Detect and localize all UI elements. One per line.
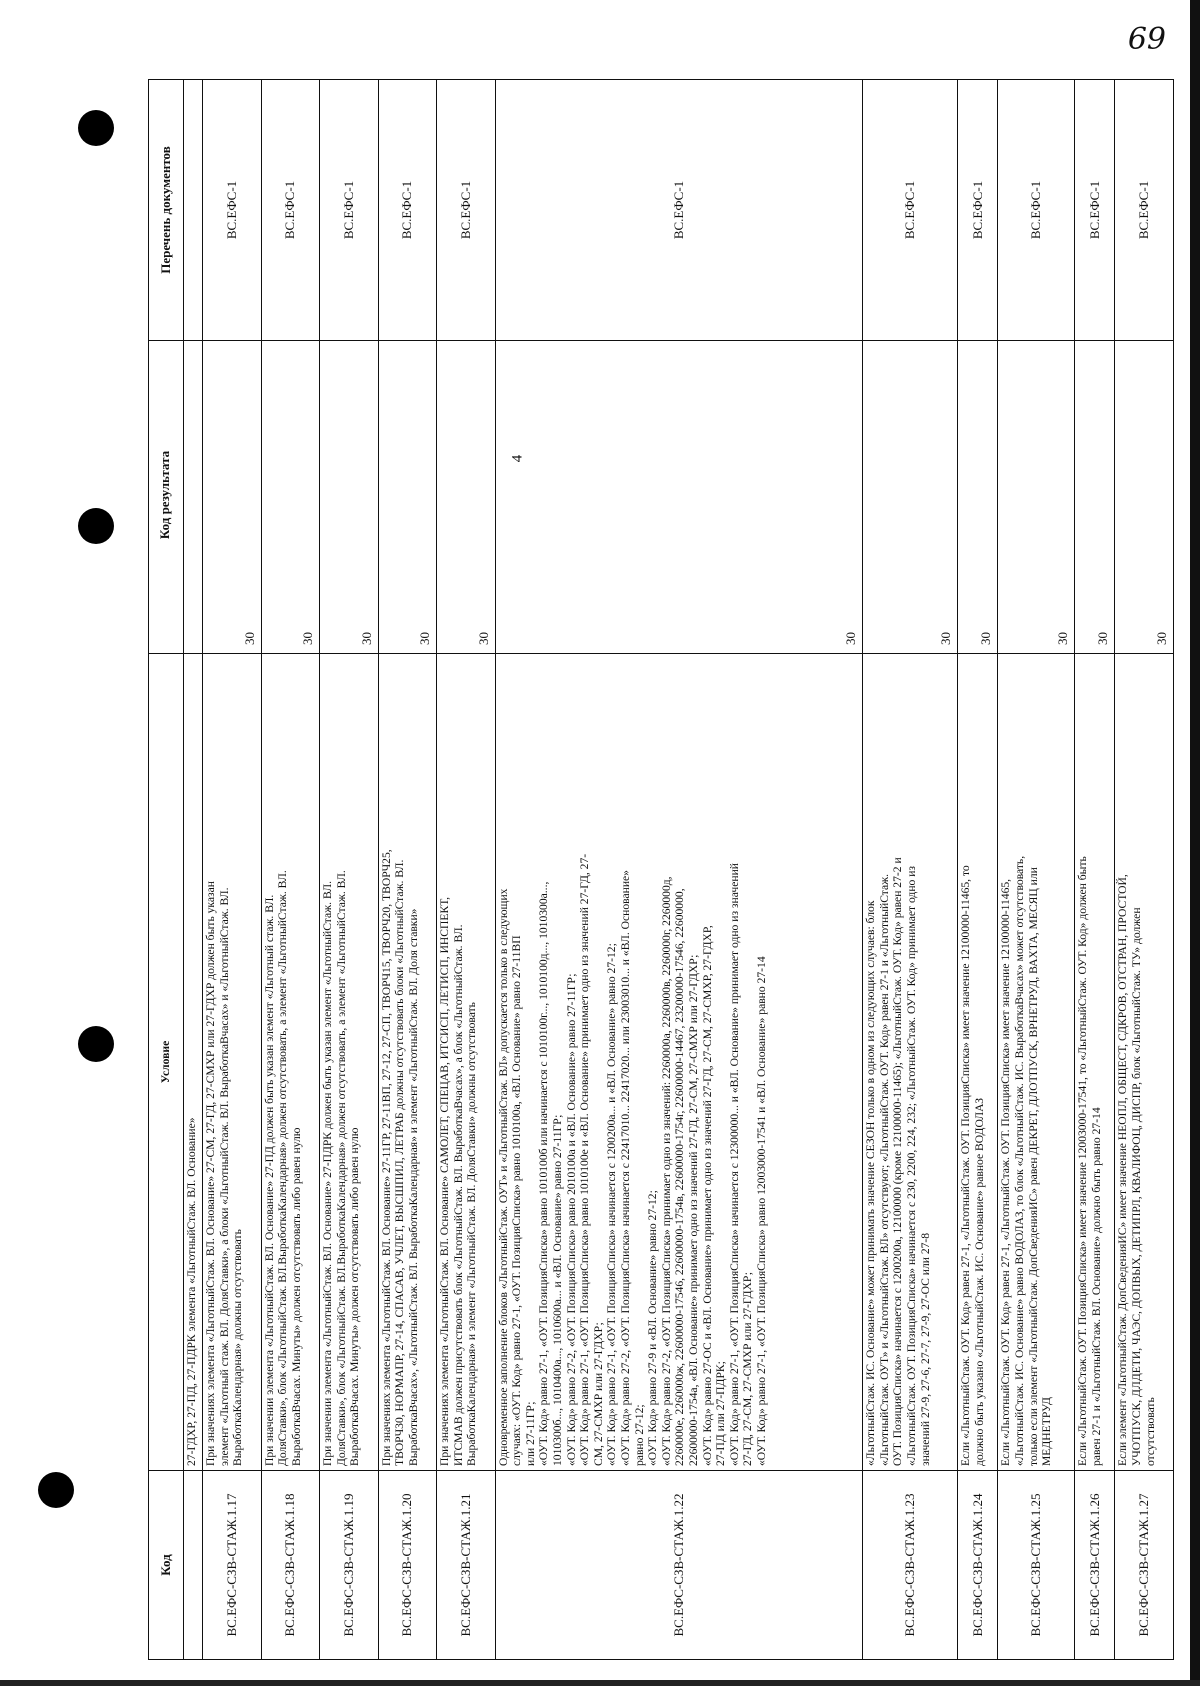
punch-hole-3 — [78, 1026, 114, 1062]
condition-line: ОУТ. ПозицияСписка» начинается с 1200200а, 12100000 (кроме 12100000-11465); «ЛьготныйСтаж. ОУТ. Код» равен 27-2 и — [891, 857, 905, 1466]
condition-line: При значениях элемента «ЛьготныйСтаж. ВЛ. Основание» САМОЛЕТ, СПЕЦАВ, ИТСИСП, ЛЕТИСП, ИНСПЕКТ, — [438, 896, 452, 1466]
condition-line: УЧОТПУСК, ДЛДЕТИ, ЧАЭС, ДОПВЫХ, ДЕТИПРЛ, КВАЛИФОЦ, ДИСПР, блок «ЛьготныйСтаж. ТУ» должен — [1130, 907, 1143, 1466]
condition-line: «ОУТ. Код» равно 27-9 и «ВЛ. Основание» равно 27-12; — [646, 1190, 660, 1466]
rule-condition — [320, 654, 379, 1471]
condition-line: «ОУТ. Код» равно 27-1, «ОУТ. ПозицияСписка» равно 12003000-17541 и «ВЛ. Основание» равно 27-14 — [754, 956, 768, 1466]
continuation-condition: 27-ГДХР, 27-ПД, 27-ПДРК элемента «ЛьготныйСтаж. ВЛ. Основание» — [184, 654, 203, 1471]
rule-condition — [203, 654, 262, 1471]
condition-line: Если «ЛьготныйСтаж. ОУТ. ПозицияСписка» имеет значение 12003000-17541, то «ЛьготныйСтаж. ОУТ. Код» должен быть — [1076, 856, 1090, 1466]
condition-line: «ОУТ. Код» равно 27-1, «ОУТ. ПозицияСписка» начинается с 1200200а... и «ВЛ. Основание» равно 27-12; — [605, 943, 619, 1466]
condition-line: «ЛьготныйСтаж. ИС. Основание» равно ВОДОЛАЗ, то блок «ЛьготныйСтаж. ИС. ВыработкаВчасах» может отсутствовать, — [1012, 855, 1026, 1466]
condition-line: 2260000е, 2260000ж, 22600000-17546, 22600000-1754в, 22600000-1754г, 22600000-14467, 23200000-17546, 22600000, — [673, 888, 687, 1466]
condition-line: ВыработкаКалендарная» должны отсутствовать — [231, 1229, 245, 1466]
condition-line: элемент «Льготный стаж. ВЛ. ДоляСтавки», а блоки «ЛьготныйСтаж. ВЛ. ВыработкаВчасах» и «ЛьготныйСтаж. ВЛ. — [217, 887, 231, 1466]
rule-code: ВС.ЕФС-СЗВ-СТАЖ.1.23 — [863, 1471, 958, 1660]
condition-line: ИТСМАВ должен присутствовать блок «ЛьготныйСтаж. ВЛ. ВыработкаВчасах», а блок «ЛьготныйСтаж. ВЛ. — [451, 924, 465, 1466]
table-row — [1115, 80, 1174, 1660]
condition-line: «ОУТ. Код» равно 27-1, «ОУТ. ПозицияСписка» начинается с 12300000... и «ВЛ. Основание» принимает одно из значений — [727, 863, 741, 1466]
document-list: ВС.ЕФС-1 — [378, 80, 437, 341]
condition-line: случаях: «ОУТ. Код» равно 27-1, «ОУТ. ПозицияСписка» равно 1010100а, «ВЛ. Основание» равно 27-11ВП — [510, 935, 524, 1466]
result-code: 30 — [863, 341, 958, 654]
rule-condition — [437, 654, 496, 1471]
table-row — [320, 80, 379, 1660]
scan-edge-bottom — [0, 1680, 1200, 1686]
printed-page-number: 4 — [509, 454, 526, 463]
document-list: ВС.ЕФС-1 — [261, 80, 320, 341]
condition-line: ВыработкаВчасах. Минуты» должен отсутствовать либо равен нулю — [348, 1127, 362, 1466]
result-code: 30 — [998, 341, 1075, 654]
condition-line: При значении элемента «ЛьготныйСтаж. ВЛ. Основание» 27-ПД должен быть указан элемент «Льготный стаж. ВЛ. — [262, 894, 276, 1466]
rule-code: ВС.ЕФС-СЗВ-СТАЖ.1.18 — [261, 1471, 320, 1660]
condition-line: Если «ЛьготныйСтаж. ОУТ. Код» равен 27-1, «ЛьготныйСтаж. ОУТ. ПозицияСписка» имеет значение 12100000-11465, то — [959, 865, 973, 1466]
condition-line: 1010300б..., 1010400а..., 1010600а... и «ВЛ. Основание» равно 27-11ГР; — [551, 1114, 565, 1466]
result-code: 30 — [495, 341, 862, 654]
condition-line: ДоляСтавки», блок «ЛьготныйСтаж. ВЛ.ВыработкаКалендарная» должен отсутствовать, а элемент «ЛьготныйСтаж. ВЛ. — [276, 870, 290, 1466]
condition-line: ДоляСтавки», блок «ЛьготныйСтаж. ВЛ.ВыработкаКалендарная» должен отсутствовать, а элемент «ЛьготныйСтаж. ВЛ. — [334, 870, 348, 1466]
condition-line: 22600000-1754а, «ВЛ. Основание» принимает одно из значений 27-ГД, 27-СМ, 27-СМХР или 27-ГДХР; — [686, 954, 700, 1466]
rule-condition — [261, 654, 320, 1471]
rule-code: ВС.ЕФС-СЗВ-СТАЖ.1.27 — [1115, 1471, 1174, 1660]
document-list: ВС.ЕФС-1 — [1075, 80, 1115, 341]
result-code: 30 — [378, 341, 437, 654]
continuation-row — [184, 80, 203, 1660]
document-list: ВС.ЕФС-1 — [495, 80, 862, 341]
header-code: Код — [149, 1471, 184, 1660]
rule-code: ВС.ЕФС-СЗВ-СТАЖ.1.20 — [378, 1471, 437, 1660]
table-row — [495, 80, 862, 1660]
condition-line: 27-ПД или 27-ПДРК; — [714, 1361, 728, 1466]
condition-line: При значениях элемента «ЛьготныйСтаж. ВЛ. Основание» 27-СМ, 27-ГД, 27-СМХР или 27-ГДХР должен быть указан — [204, 881, 217, 1466]
rule-code: ВС.ЕФС-СЗВ-СТАЖ.1.25 — [998, 1471, 1075, 1660]
condition-line: только если элемент «ЛьготныйСтаж. ДопСведенияИС» равен ДЕКРЕТ, ДЛОТПУСК, ВРНЕТРУД, ВАХТА, МЕСЯЦ или — [1026, 867, 1040, 1466]
table-header-row — [149, 80, 184, 1660]
document-list: ВС.ЕФС-1 — [437, 80, 496, 341]
rule-condition — [863, 654, 958, 1471]
condition-line: отсутствовать — [1143, 1397, 1157, 1466]
rule-code: ВС.ЕФС-СЗВ-СТАЖ.1.26 — [1075, 1471, 1115, 1660]
header-documents: Перечень документов — [149, 80, 184, 341]
table-row — [261, 80, 320, 1660]
continuation-result-cell — [184, 341, 203, 654]
rule-condition — [378, 654, 437, 1471]
rule-condition — [495, 654, 862, 1471]
condition-line: ТВОРЧ30, НОРМАПР, 27-14, СПАСАВ, УЧЛЕТ, ВЫСШПИЛ, ЛЕТРАБ должны отсутствовать блоки «ЛьготныйСтаж. ВЛ. — [393, 859, 407, 1466]
header-condition: Условие — [149, 654, 184, 1471]
condition-line: Если «ЛьготныйСтаж. ОУТ. Код» равен 27-1, «ЛьготныйСтаж. ОУТ. ПозицияСписка» имеет значение 12100000-11465, — [999, 878, 1013, 1466]
condition-line: ВыработкаКалендарная» и элемент «ЛьготныйСтаж. ВЛ. ДоляСтавки» должны отсутствовать — [465, 1002, 479, 1466]
rule-code: ВС.ЕФС-СЗВ-СТАЖ.1.19 — [320, 1471, 379, 1660]
rule-code: ВС.ЕФС-СЗВ-СТАЖ.1.17 — [203, 1471, 262, 1660]
condition-line: «ЛьготныйСтаж. ОУТ. ПозицияСписка» начинается с 230, 2200, 224, 232; «ЛьготныйСтаж. ОУТ. Код» принимает одно из — [904, 865, 918, 1466]
document-list: ВС.ЕФС-1 — [1115, 80, 1174, 341]
condition-line: «ЛьготныйСтаж. ОУТ» и «ЛьготныйСтаж. ВЛ» отсутствуют; «ЛьготныйСтаж. ОУТ. Код» равен 27-1 и «ЛьготныйСтаж. — [877, 873, 891, 1466]
table-row — [958, 80, 998, 1660]
condition-line: «ЛьготныйСтаж. ИС. Основание» может принимать значение СЕЗОН только в одном из следующих случаев: блок — [864, 900, 878, 1466]
table-row — [863, 80, 958, 1660]
rule-code: ВС.ЕФС-СЗВ-СТАЖ.1.24 — [958, 1471, 998, 1660]
rotated-table-wrapper — [148, 120, 1174, 1660]
result-code: 30 — [261, 341, 320, 654]
condition-line: равно 27-12; — [632, 1404, 646, 1466]
condition-line: «ОУТ. Код» равно 27-ОС и «ВЛ. Основание» принимает одно из значений 27-ГД, 27-СМ, 27-СМХР, 27-ГДХР, — [700, 925, 714, 1466]
rule-code: ВС.ЕФС-СЗВ-СТАЖ.1.22 — [495, 1471, 862, 1660]
condition-line: должно быть указано «ЛьготныйСтаж. ИС. Основание» равное ВОДОЛАЗ — [972, 1098, 986, 1466]
result-code: 30 — [437, 341, 496, 654]
validation-rules-table — [148, 79, 1174, 1660]
document-list: ВС.ЕФС-1 — [958, 80, 998, 341]
table-row — [378, 80, 437, 1660]
rule-code: ВС.ЕФС-СЗВ-СТАЖ.1.21 — [437, 1471, 496, 1660]
punch-hole-4 — [38, 1472, 74, 1508]
condition-line: ВыработкаВчасах», «ЛьготныйСтаж. ВЛ. ВыработкаКалендарная» и элемент «ЛьготныйСтаж. ВЛ. Доля ставки» — [406, 908, 420, 1466]
result-code: 30 — [203, 341, 262, 654]
condition-line: «ОУТ. Код» равно 27-2, «ОУТ. ПозицияСписка» равно 2010100а и «ВЛ. Основание» равно 27-11ГР; — [564, 973, 578, 1466]
document-list: ВС.ЕФС-1 — [320, 80, 379, 341]
table-body — [184, 80, 1174, 1660]
condition-line: При значениях элемента «ЛьготныйСтаж. ВЛ. Основание» 27-11ГР, 27-11ВП, 27-12, 27-СП, ТВОРЧ15, ТВОРЧ20, ТВОРЧ25, — [379, 849, 393, 1466]
condition-line: МЕДНЕТРУД — [1040, 1397, 1054, 1466]
result-code: 30 — [320, 341, 379, 654]
document-list: ВС.ЕФС-1 — [863, 80, 958, 341]
condition-line: Если элемент «ЛьготныйСтаж. ДопСведенияИС» имеет значение НЕОПЛ, ОБЩЕСТ, СДКРОВ, ОТСТРАН, ПРОСТОЙ, — [1116, 874, 1130, 1466]
condition-line: При значении элемента «ЛьготныйСтаж. ВЛ. Основание» 27-ПДРК должен быть указан элемент «ЛьготныйСтаж. ВЛ. — [321, 880, 335, 1466]
table-row — [437, 80, 496, 1660]
condition-line: равен 27-1 и «ЛьготныйСтаж. ВЛ. Основание» должно быть равно 27-14 — [1089, 1107, 1103, 1466]
condition-line: 27-ГД, 27-СМ, 27-СМХР или 27-ГДХР; — [741, 1272, 755, 1466]
condition-line: «ОУТ. Код» равно 27-1, «ОУТ. ПозицияСписка» равно 1010100б или начинается с 1010100г..., 1010100д..., 1010300а..., — [537, 881, 551, 1466]
condition-line: «ОУТ. Код» равно 27-2, «ОУТ. ПозицияСписка» начинается с 22417010... 22417020... или 23003010... и «ВЛ. Основание» — [619, 870, 632, 1466]
condition-line: ВыработкаВчасах. Минуты» должен отсутствовать либо равен нулю — [289, 1127, 303, 1466]
rule-condition — [1075, 654, 1115, 1471]
document-list: ВС.ЕФС-1 — [203, 80, 262, 341]
punch-hole-2 — [78, 508, 114, 544]
rule-condition — [998, 654, 1075, 1471]
rule-condition — [958, 654, 998, 1471]
condition-line: СМ, 27-СМХР или 27-ГДХР; — [591, 1322, 605, 1466]
condition-line: значений 27-9, 27-6, 27-7, 27-9, 27-ОС или 27-8 — [918, 1232, 932, 1466]
condition-line: «ОУТ. Код» равно 27-2, «ОУТ. ПозицияСписка» принимает одно из значений: 2260000а, 2260000в, 2260000г, 2260000д, — [659, 876, 673, 1466]
condition-line: «ОУТ. Код» равно 27-1, «ОУТ. ПозицияСписка» равно 1010100е и «ВЛ. Основание» принимает одно из значений 27-ГД, 27- — [578, 853, 592, 1466]
condition-line: Одновременное заполнение блоков «ЛьготныйСтаж. ОУТ» и «ЛьготныйСтаж. ВЛ» допускается только в следующих — [496, 888, 510, 1466]
table-row — [998, 80, 1075, 1660]
table-row — [1075, 80, 1115, 1660]
header-result: Код результата — [149, 341, 184, 654]
handwritten-page-number: 69 — [1127, 22, 1166, 57]
continuation-code-cell — [184, 1471, 203, 1660]
result-code: 30 — [958, 341, 998, 654]
condition-line: или 27-11ГР; — [523, 1401, 537, 1466]
continuation-doc-cell — [184, 80, 203, 341]
scan-edge-right — [1190, 0, 1200, 1686]
rule-condition — [1115, 654, 1174, 1471]
table-row — [203, 80, 262, 1660]
document-list: ВС.ЕФС-1 — [998, 80, 1075, 341]
result-code: 30 — [1115, 341, 1174, 654]
result-code: 30 — [1075, 341, 1115, 654]
punch-hole-1 — [78, 110, 114, 146]
